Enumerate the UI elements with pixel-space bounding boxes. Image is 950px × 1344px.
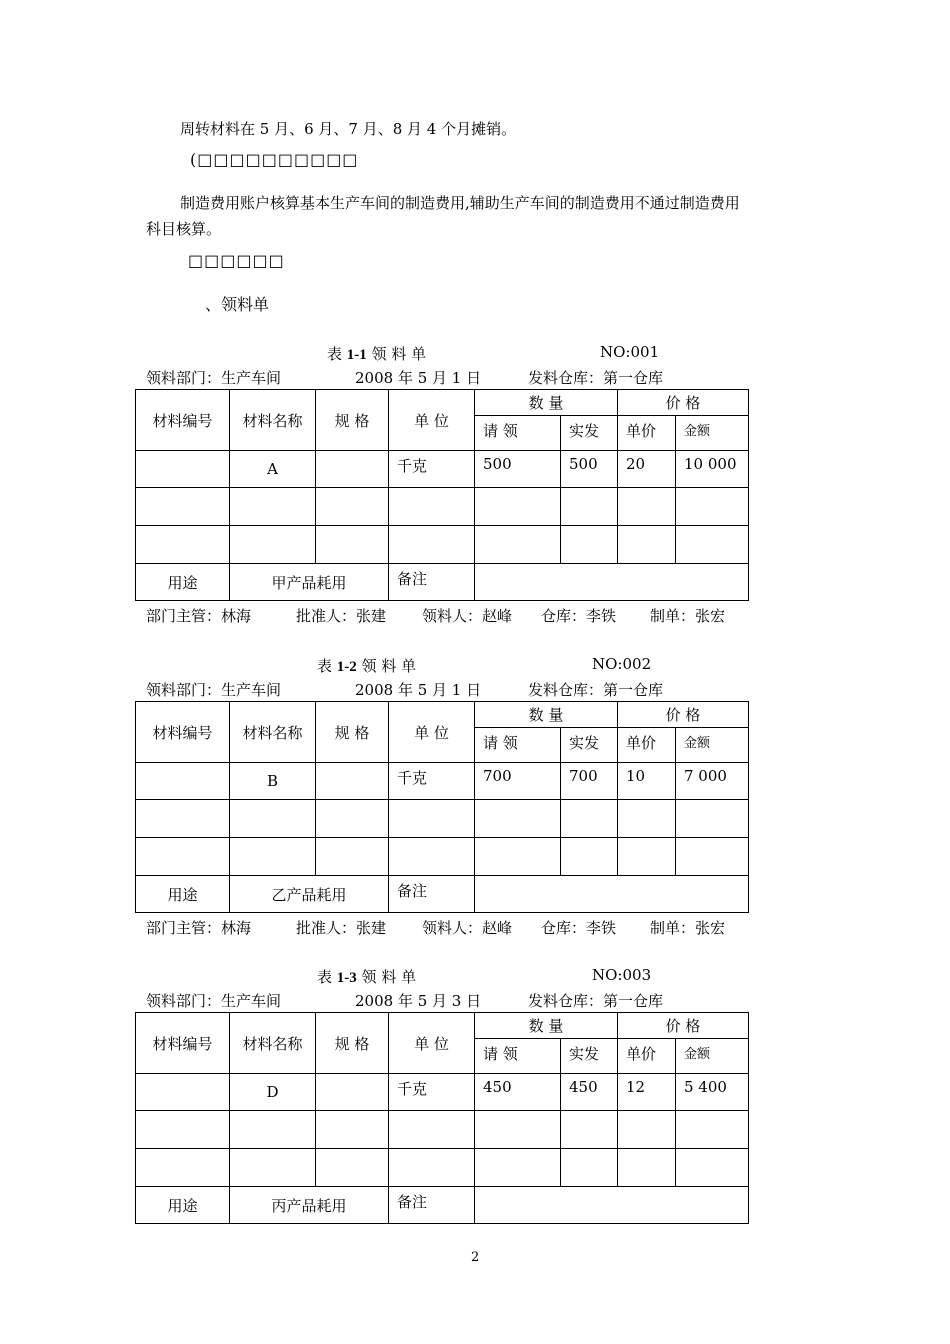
footer-supervisor: 部门主管：林海 bbox=[146, 607, 252, 625]
form-date: 2008 年 5 月 3 日 bbox=[355, 992, 482, 1010]
table-row bbox=[136, 451, 749, 488]
section-heading-requisition: 、领料单 bbox=[205, 295, 270, 314]
cell-requested: 500 bbox=[475, 451, 561, 488]
header-unit-price: 单价 bbox=[618, 1039, 676, 1074]
header-qty: 数 量 bbox=[475, 702, 618, 728]
usage-value: 丙产品耗用 bbox=[230, 1187, 389, 1224]
cell-spec bbox=[316, 1074, 389, 1111]
cell-spec bbox=[316, 451, 389, 488]
table-row-empty bbox=[136, 838, 749, 876]
form-dept: 领料部门：生产车间 bbox=[146, 369, 282, 387]
form-number: NO:001 bbox=[600, 343, 660, 361]
form-title: 表 1-1 领 料 单 bbox=[327, 345, 427, 363]
table-row-empty bbox=[136, 526, 749, 564]
header-unit: 单 位 bbox=[389, 702, 475, 763]
requisition-table bbox=[135, 701, 749, 913]
header-actual: 实发 bbox=[561, 416, 618, 451]
page-number: 2 bbox=[471, 1250, 480, 1265]
header-price: 价 格 bbox=[618, 702, 749, 728]
header-amount: 金额 bbox=[676, 416, 749, 451]
cell-amount: 7 000 bbox=[676, 763, 749, 800]
table-row bbox=[136, 763, 749, 800]
footer-supervisor: 部门主管：林海 bbox=[146, 919, 252, 937]
cell-unit: 千克 bbox=[389, 763, 475, 800]
cell-unit-price: 10 bbox=[618, 763, 676, 800]
table-row-empty bbox=[136, 800, 749, 838]
header-name: 材料名称 bbox=[230, 702, 316, 763]
header-code: 材料编号 bbox=[136, 702, 230, 763]
usage-label: 用途 bbox=[136, 1187, 230, 1224]
table-row-empty bbox=[136, 1149, 749, 1187]
form-date: 2008 年 5 月 1 日 bbox=[355, 369, 482, 387]
form-dept: 领料部门：生产车间 bbox=[146, 992, 282, 1010]
cell-amount: 10 000 bbox=[676, 451, 749, 488]
header-name: 材料名称 bbox=[230, 1013, 316, 1074]
footer-receiver: 领料人：赵峰 bbox=[422, 919, 513, 937]
header-qty: 数 量 bbox=[475, 390, 618, 416]
footer-approver: 批准人：张建 bbox=[296, 919, 387, 937]
header-actual: 实发 bbox=[561, 1039, 618, 1074]
header-code: 材料编号 bbox=[136, 390, 230, 451]
remark-label: 备注 bbox=[389, 564, 475, 601]
table-row-empty bbox=[136, 1111, 749, 1149]
footer-storekeeper: 仓库：李铁 bbox=[541, 919, 617, 937]
remark-value bbox=[475, 876, 749, 913]
header-amount: 金额 bbox=[676, 1039, 749, 1074]
cell-actual: 500 bbox=[561, 451, 618, 488]
cell-unit-price: 20 bbox=[618, 451, 676, 488]
header-requested: 请 领 bbox=[475, 728, 561, 763]
cell-actual: 700 bbox=[561, 763, 618, 800]
form-title: 表 1-2 领 料 单 bbox=[317, 657, 417, 675]
section-heading-2 bbox=[190, 150, 358, 169]
footer-receiver: 领料人：赵峰 bbox=[422, 607, 513, 625]
cell-actual: 450 bbox=[561, 1074, 618, 1111]
requisition-table bbox=[135, 389, 749, 601]
header-qty: 数 量 bbox=[475, 1013, 618, 1039]
form-warehouse: 发料仓库：第一仓库 bbox=[528, 681, 664, 699]
cell-name: D bbox=[230, 1074, 316, 1111]
cell-amount: 5 400 bbox=[676, 1074, 749, 1111]
cell-name: B bbox=[230, 763, 316, 800]
cell-spec bbox=[316, 763, 389, 800]
garbled-glyphs: □□□□□□□□□□ bbox=[197, 150, 359, 169]
form-number: NO:002 bbox=[592, 655, 652, 673]
cell-code bbox=[136, 1074, 230, 1111]
section-heading-3: □□□□□□ bbox=[188, 251, 285, 270]
usage-value: 甲产品耗用 bbox=[230, 564, 389, 601]
remark-value bbox=[475, 564, 749, 601]
remark-value bbox=[475, 1187, 749, 1224]
paragraph-overhead-line1: 制造费用账户核算基本生产车间的制造费用,辅助生产车间的制造费用不通过制造费用 bbox=[180, 194, 740, 212]
usage-label: 用途 bbox=[136, 564, 230, 601]
header-unit: 单 位 bbox=[389, 1013, 475, 1074]
header-actual: 实发 bbox=[561, 728, 618, 763]
header-name: 材料名称 bbox=[230, 390, 316, 451]
header-amount: 金额 bbox=[676, 728, 749, 763]
footer-preparer: 制单：张宏 bbox=[650, 919, 726, 937]
usage-value: 乙产品耗用 bbox=[230, 876, 389, 913]
usage-label: 用途 bbox=[136, 876, 230, 913]
cell-unit-price: 12 bbox=[618, 1074, 676, 1111]
paragraph-amortization: 周转材料在 5 月、6 月、7 月、8 月 4 个月摊销。 bbox=[180, 120, 517, 138]
cell-code bbox=[136, 451, 230, 488]
footer-storekeeper: 仓库：李铁 bbox=[541, 607, 617, 625]
table-row-empty bbox=[136, 488, 749, 526]
remark-label: 备注 bbox=[389, 876, 475, 913]
cell-unit: 千克 bbox=[389, 451, 475, 488]
header-code: 材料编号 bbox=[136, 1013, 230, 1074]
paragraph-overhead-line2: 科目核算。 bbox=[146, 220, 222, 238]
form-title: 表 1-3 领 料 单 bbox=[317, 968, 417, 986]
header-price: 价 格 bbox=[618, 1013, 749, 1039]
form-dept: 领料部门：生产车间 bbox=[146, 681, 282, 699]
header-spec: 规 格 bbox=[316, 702, 389, 763]
table-row bbox=[136, 1074, 749, 1111]
header-spec: 规 格 bbox=[316, 390, 389, 451]
footer-approver: 批准人：张建 bbox=[296, 607, 387, 625]
form-warehouse: 发料仓库：第一仓库 bbox=[528, 992, 664, 1010]
header-unit-price: 单价 bbox=[618, 416, 676, 451]
form-warehouse: 发料仓库：第一仓库 bbox=[528, 369, 664, 387]
header-requested: 请 领 bbox=[475, 1039, 561, 1074]
section-heading-paren: ( bbox=[190, 150, 198, 169]
form-number: NO:003 bbox=[592, 966, 652, 984]
cell-requested: 450 bbox=[475, 1074, 561, 1111]
remark-label: 备注 bbox=[389, 1187, 475, 1224]
header-spec: 规 格 bbox=[316, 1013, 389, 1074]
footer-preparer: 制单：张宏 bbox=[650, 607, 726, 625]
header-unit: 单 位 bbox=[389, 390, 475, 451]
cell-name: A bbox=[230, 451, 316, 488]
cell-requested: 700 bbox=[475, 763, 561, 800]
header-price: 价 格 bbox=[618, 390, 749, 416]
header-requested: 请 领 bbox=[475, 416, 561, 451]
cell-code bbox=[136, 763, 230, 800]
header-unit-price: 单价 bbox=[618, 728, 676, 763]
requisition-table bbox=[135, 1012, 749, 1224]
form-date: 2008 年 5 月 1 日 bbox=[355, 681, 482, 699]
cell-unit: 千克 bbox=[389, 1074, 475, 1111]
